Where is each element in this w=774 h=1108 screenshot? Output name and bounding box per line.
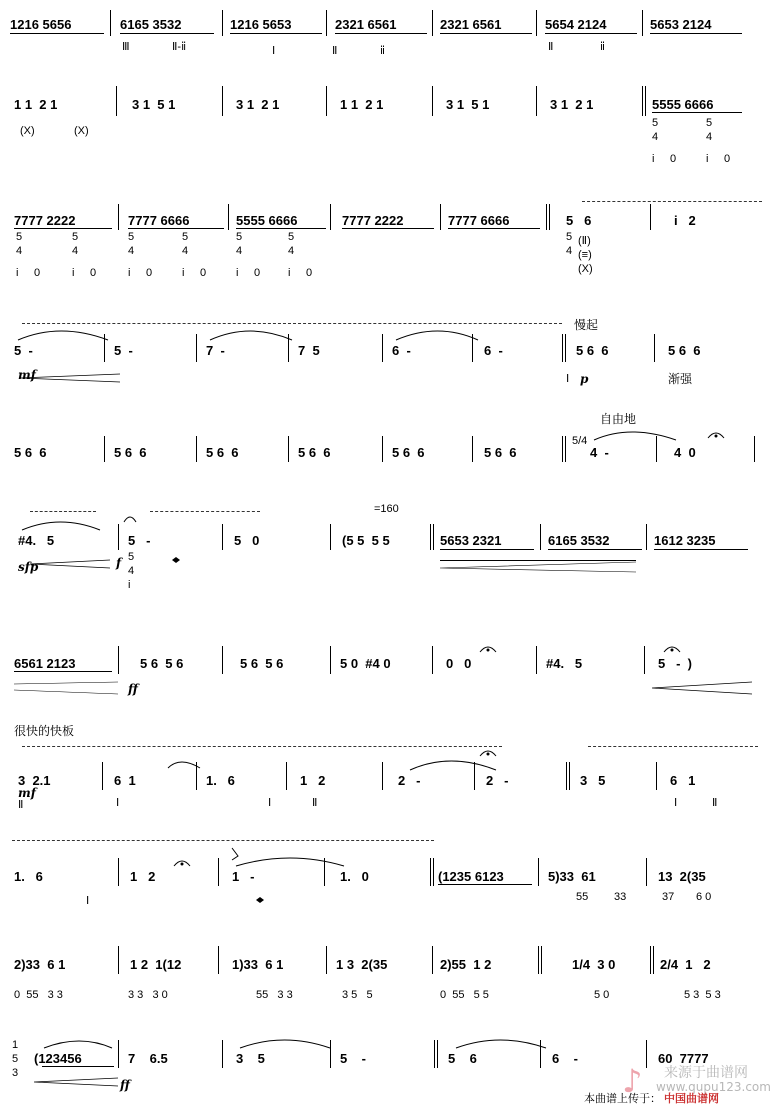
technique-mark: Ⅰ — [268, 797, 272, 809]
measure: 5 6 — [448, 1051, 477, 1066]
measure: 6165 3532 — [120, 17, 182, 32]
technique-mark: Ⅱ — [548, 41, 554, 53]
measure: 1)33 6 1 — [232, 957, 284, 972]
chord-note: 1 — [12, 1039, 19, 1051]
harmony-note: 55 — [576, 891, 589, 903]
measure: 5 6 6 — [298, 445, 331, 460]
measure: 5555 6666 — [236, 213, 298, 228]
measure: 3 1 5 1 — [132, 97, 176, 112]
measure: 5 6 6 — [668, 343, 701, 358]
measure: 5653 2124 — [650, 17, 712, 32]
chord-note: i — [16, 267, 19, 279]
measure: 5 6 6 — [206, 445, 239, 460]
technique-mark: (X) — [20, 125, 35, 137]
harmony-note: 3 5 5 — [342, 989, 373, 1001]
chord-note: 0 — [724, 153, 731, 165]
tempo-label: 自由地 — [600, 412, 637, 426]
measure: 3 5 — [580, 773, 606, 788]
chord-note: 5 — [128, 231, 135, 243]
measure: 2 - — [486, 773, 509, 788]
measure: 1 2 1(12 — [130, 957, 182, 972]
measure: 6 1 — [114, 773, 136, 788]
measure: 5 0 #4 0 — [340, 656, 391, 671]
footer-brand[interactable]: 中国曲谱网 — [664, 1092, 719, 1105]
chord-note: 5 — [236, 231, 243, 243]
harmony-note: 0 55 5 5 — [440, 989, 489, 1001]
harmony-note: 0 55 3 3 — [14, 989, 63, 1001]
measure: 2/4 1 2 — [660, 957, 711, 972]
technique-mark: (X) — [578, 263, 593, 275]
measure: 5 0 — [234, 533, 260, 548]
measure: 6 - — [484, 343, 503, 358]
measure: 2)33 6 1 — [14, 957, 66, 972]
measure: 1612 3235 — [654, 533, 716, 548]
chord-note: 5 — [652, 117, 659, 129]
measure: 5 6 6 — [392, 445, 425, 460]
technique-mark: Ⅲ — [122, 41, 130, 53]
technique-mark: (X) — [74, 125, 89, 137]
measure: i 2 — [674, 213, 696, 228]
dynamic-mark: f — [116, 556, 122, 570]
measure: 2)55 1 2 — [440, 957, 492, 972]
chord-note: 5 — [566, 231, 573, 243]
chord-note: 0 — [34, 267, 41, 279]
chord-note: 4 — [652, 131, 659, 143]
dynamic-mark: ff — [120, 1078, 130, 1092]
measure: 5 6 6 — [484, 445, 517, 460]
chord-note: 5 — [72, 231, 79, 243]
chord-note: 4 — [706, 131, 713, 143]
technique-mark: (Ⅱ) — [578, 235, 591, 247]
harmony-note: 37 — [662, 891, 675, 903]
measure: 5)33 61 — [548, 869, 596, 884]
measure: 2 - — [398, 773, 421, 788]
measure: 1 1 2 1 — [340, 97, 384, 112]
measure: 5654 2124 — [545, 17, 607, 32]
chord-note: 0 — [146, 267, 153, 279]
measure: 5 6 5 6 — [140, 656, 184, 671]
measure: 7 5 — [298, 343, 320, 358]
measure: 2321 6561 — [440, 17, 502, 32]
technique-mark: Ⅰ — [674, 797, 678, 809]
dynamic-mark: mf — [18, 368, 36, 382]
chord-note: i — [236, 267, 239, 279]
harmony-note: 3 3 3 0 — [128, 989, 168, 1001]
technique-mark: Ⅱ — [332, 45, 338, 57]
measure: 5 6 — [566, 213, 592, 228]
harmony-note: 33 — [614, 891, 627, 903]
measure: 4 0 — [674, 445, 696, 460]
chord-note: 5 — [16, 231, 23, 243]
measure: 5 - — [128, 533, 151, 548]
measure: 4 - — [590, 445, 609, 460]
measure: 1. 6 — [14, 869, 43, 884]
chord-note: 4 — [566, 245, 573, 257]
measure: 5 - — [114, 343, 133, 358]
measure: 1. 0 — [340, 869, 369, 884]
harmony-note: 6 0 — [696, 891, 712, 903]
chord-note: i — [128, 579, 131, 591]
measure: 1 2 — [300, 773, 326, 788]
measure: 5 6 5 6 — [240, 656, 284, 671]
chord-note: 4 — [182, 245, 189, 257]
measure: 3 5 — [236, 1051, 265, 1066]
chord-note: 0 — [670, 153, 677, 165]
chord-note: i — [182, 267, 185, 279]
measure: 1 3 2(35 — [336, 957, 388, 972]
harmony-note: 55 3 3 — [256, 989, 293, 1001]
technique-mark: Ⅰ — [566, 373, 570, 385]
measure: (1235 6123 — [438, 869, 504, 884]
measure: 7 6.5 — [128, 1051, 168, 1066]
measure: 7777 6666 — [128, 213, 190, 228]
time-signature: 5/4 — [572, 435, 588, 447]
measure: 7777 2222 — [342, 213, 404, 228]
chord-note: 5 — [706, 117, 713, 129]
technique-mark: ⅱ — [380, 45, 386, 57]
chord-note: 0 — [254, 267, 261, 279]
measure: #4. 5 — [546, 656, 583, 671]
technique-mark: Ⅱ-ⅱ — [172, 41, 187, 53]
watermark-url: www.qupu123.com — [656, 1080, 771, 1094]
dynamic-mark: mf — [18, 786, 36, 800]
measure: 0 0 — [446, 656, 472, 671]
dynamic-mark: ff — [128, 682, 138, 696]
chord-note: 5 — [128, 551, 135, 563]
chord-note: 4 — [128, 565, 135, 577]
dynamic-text: 渐强 — [668, 372, 693, 386]
chord-note: 3 — [12, 1067, 19, 1079]
technique-mark: Ⅰ — [272, 45, 276, 57]
chord-note: 0 — [306, 267, 313, 279]
chord-note: 4 — [72, 245, 79, 257]
measure: 7 - — [206, 343, 225, 358]
measure: 6 - — [552, 1051, 579, 1066]
measure: 1216 5653 — [230, 17, 292, 32]
measure: 6 1 — [670, 773, 696, 788]
measure: 5 - ) — [658, 656, 692, 671]
measure: 6561 2123 — [14, 656, 76, 671]
measure: 7777 6666 — [448, 213, 510, 228]
chord-note: i — [288, 267, 291, 279]
technique-mark: Ⅰ — [86, 895, 90, 907]
measure: 5 - — [14, 343, 33, 358]
chord-note: i — [652, 153, 655, 165]
measure: 7777 2222 — [14, 213, 76, 228]
chord-note: 0 — [90, 267, 97, 279]
chord-note: 4 — [236, 245, 243, 257]
dynamic-mark: p — [580, 372, 589, 386]
chord-note: 0 — [200, 267, 207, 279]
music-note-icon: ♪ — [622, 1062, 643, 1100]
measure: 5 6 6 — [576, 343, 609, 358]
technique-mark: Ⅱ — [712, 797, 718, 809]
measure: 5 - — [340, 1051, 367, 1066]
measure: 5 6 6 — [14, 445, 47, 460]
measure: 6 - — [392, 343, 411, 358]
measure: 3 1 2 1 — [550, 97, 594, 112]
chord-note: 4 — [128, 245, 135, 257]
measure: 3 1 5 1 — [446, 97, 490, 112]
measure: #4. 5 — [18, 533, 55, 548]
measure: 1 2 — [130, 869, 156, 884]
measure: 6165 3532 — [548, 533, 610, 548]
technique-mark: Ⅱ — [312, 797, 318, 809]
chord-note: i — [72, 267, 75, 279]
measure: 5653 2321 — [440, 533, 502, 548]
measure: 2321 6561 — [335, 17, 397, 32]
measure: 1/4 3 0 — [572, 957, 616, 972]
footer-credit: 本曲谱上传于： — [584, 1092, 661, 1105]
chord-note: 5 — [12, 1053, 19, 1065]
measure: 1 1 2 1 — [14, 97, 58, 112]
harmony-note: 5 3 5 3 — [684, 989, 721, 1001]
dynamic-mark: sfp — [18, 560, 39, 574]
measure: 1. 6 — [206, 773, 235, 788]
technique-mark: Ⅰ — [116, 797, 120, 809]
chord-note: i — [706, 153, 709, 165]
measure: 1 - — [232, 869, 255, 884]
chord-note: 4 — [16, 245, 23, 257]
chord-note: 5 — [288, 231, 295, 243]
measure: 1216 5656 — [10, 17, 72, 32]
measure: 5555 6666 — [652, 97, 714, 112]
measure: 3 1 2 1 — [236, 97, 280, 112]
technique-mark: ⅱ — [600, 41, 606, 53]
chord-note: i — [128, 267, 131, 279]
measure: (5 5 5 5 — [342, 533, 390, 548]
chord-note: 5 — [182, 231, 189, 243]
measure: 3 2.1 — [18, 773, 51, 788]
tempo-label: 很快的快板 — [14, 724, 75, 738]
measure: (123456 — [34, 1051, 82, 1066]
measure: 60 7777 — [658, 1051, 709, 1066]
watermark: 来源于曲谱网 — [664, 1065, 748, 1081]
tempo-label: 慢起 — [574, 318, 599, 332]
harmony-note: 5 0 — [594, 989, 610, 1001]
technique-mark: (≡) — [578, 249, 592, 261]
tempo-mark: =160 — [374, 503, 399, 515]
technique-mark: Ⅱ — [18, 799, 24, 811]
chord-note: 4 — [288, 245, 295, 257]
measure: 13 2(35 — [658, 869, 706, 884]
measure: 5 6 6 — [114, 445, 147, 460]
